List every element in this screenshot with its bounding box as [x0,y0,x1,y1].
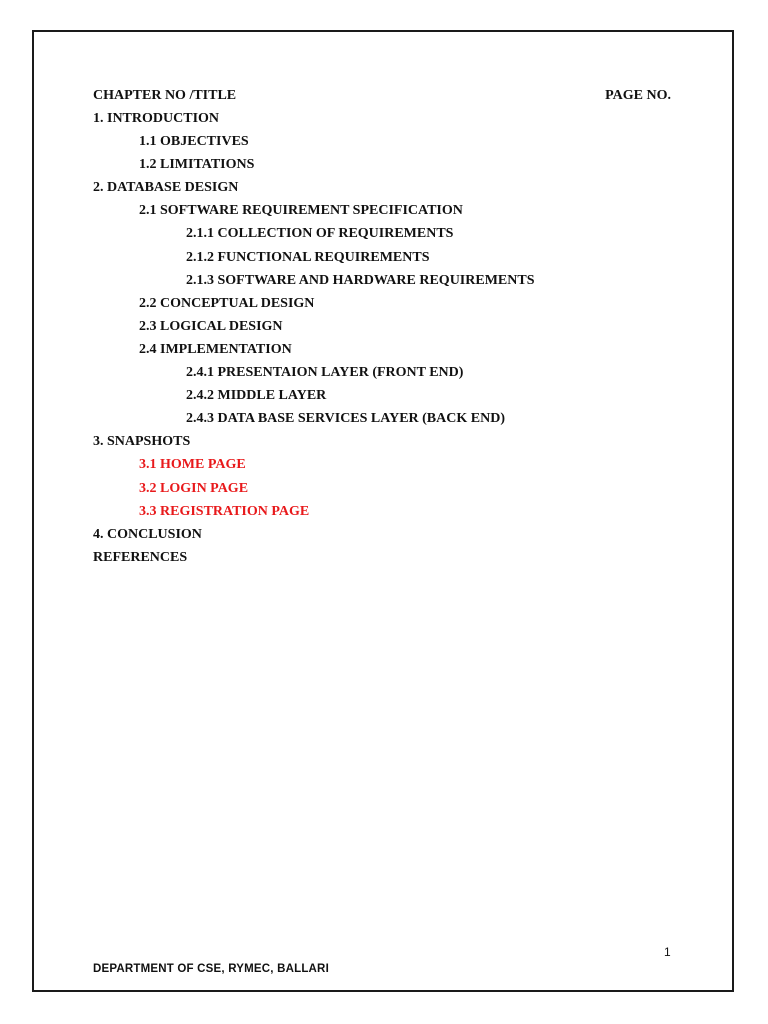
toc-entry: 1.1 OBJECTIVES [139,134,249,150]
toc-entry: 3.2 LOGIN PAGE [139,480,249,496]
toc-entry: 2.4.3 DATA BASE SERVICES LAYER (BACK END) [186,411,505,427]
footer-department: DEPARTMENT OF CSE, RYMEC, BALLARI [93,963,329,975]
toc-entry: 3.3 REGISTRATION PAGE [139,503,310,519]
toc-entry: 1. INTRODUCTION [93,111,220,126]
page-no-heading: PAGE NO. [605,88,671,103]
toc-entry: 3. SNAPSHOTS [93,434,191,450]
toc-entry: 2.1.2 FUNCTIONAL REQUIREMENTS [186,249,430,265]
table-of-contents [93,86,683,571]
toc-entry: 1.2 LIMITATIONS [139,157,255,173]
toc-entry: 4. CONCLUSION [93,526,202,542]
toc-header [93,86,683,109]
toc-entry: 2. DATABASE DESIGN [93,180,239,196]
toc-entry: 3.1 HOME PAGE [139,457,246,473]
toc-list [93,109,683,571]
toc-entry: 2.4.1 PRESENTAION LAYER (FRONT END) [186,365,464,381]
page-number: 1 [664,945,671,959]
toc-entry: 2.1.1 COLLECTION OF REQUIREMENTS [186,226,454,242]
toc-entry: 2.3 LOGICAL DESIGN [139,318,283,334]
toc-entry: 2.4 IMPLEMENTATION [139,341,292,357]
toc-entry: 2.4.2 MIDDLE LAYER [186,388,327,404]
toc-entry: 2.1 SOFTWARE REQUIREMENT SPECIFICATION [139,203,463,219]
toc-entry: 2.2 CONCEPTUAL DESIGN [139,295,315,311]
toc-entry: 2.1.3 SOFTWARE AND HARDWARE REQUIREMENTS [186,272,535,288]
toc-entry: REFERENCES [93,549,188,565]
chapter-title-heading: CHAPTER NO /TITLE [93,88,237,103]
